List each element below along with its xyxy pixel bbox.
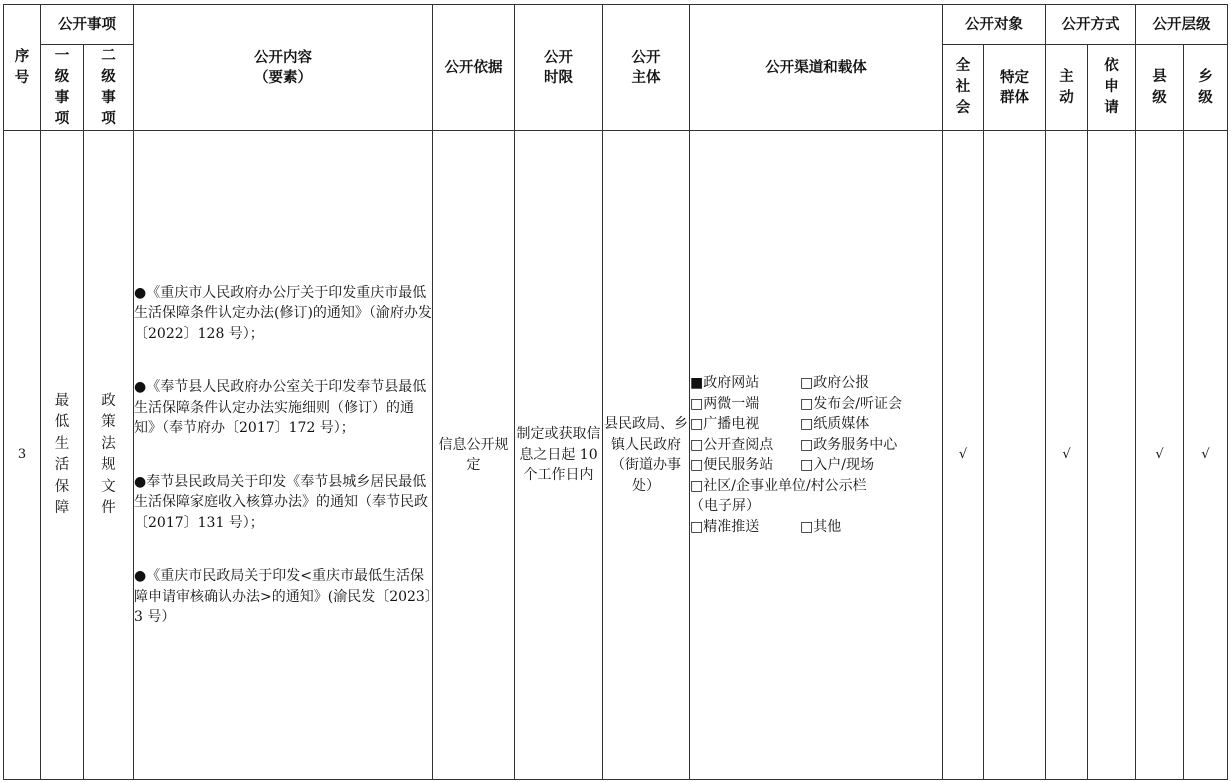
channel-gov-website: ■政府网站 (690, 375, 760, 391)
header-seq: 序号 (4, 5, 41, 131)
channel-bulletin-board: □社区/企事业单位/村公示栏 (690, 477, 867, 494)
header-content: 公开内容 （要素） (134, 5, 433, 131)
channel-other: □其他 (800, 518, 842, 535)
row-level-township: √ (1184, 131, 1228, 780)
header-method-group: 公开方式 (1046, 5, 1136, 45)
header-level1: 一级事项 (41, 45, 84, 131)
row-basis: 信息公开规定 (433, 131, 515, 780)
row-method-request (1088, 131, 1136, 780)
header-basis: 公开依据 (433, 5, 515, 131)
row-subject: 县民政局、乡镇人民政府（街道办事处） (603, 131, 690, 780)
disclosure-table (3, 4, 1228, 780)
row-level1: 最低生活保障 (41, 131, 84, 780)
content-item: ●《奉节县人民政府办公室关于印发奉节县最低生活保障条件认定办法实施细则（修订）的通知》（奉节府办〔2017〕172 号）； (134, 379, 427, 436)
header-method-request: 依申请 (1088, 45, 1136, 131)
channel-print-media: □纸质媒体 (800, 416, 870, 432)
channel-door-to-door: □入户/现场 (800, 457, 874, 473)
header-level-county: 县级 (1136, 45, 1184, 131)
row-time-limit: 制定或获取信息之日起 10 个工作日内 (515, 131, 603, 780)
header-target-specific: 特定 群体 (984, 45, 1046, 131)
row-content (134, 131, 433, 780)
content-item: ●《重庆市人民政府办公厅关于印发重庆市最低生活保障条件认定办法(修订)的通知》（渝府办发〔2022〕128 号）； (134, 284, 432, 342)
header-matters-group: 公开事项 (41, 5, 134, 45)
content-item: ●《重庆市民政局关于印发<重庆市最低生活保障申请审核确认办法>的通知》(渝民发〔2023〕3 号） (134, 568, 432, 625)
channel-precise-push: □精准推送 (690, 518, 760, 535)
channel-service-center: □政务服务中心 (800, 436, 898, 453)
channel-radio-tv: □广播电视 (690, 416, 760, 432)
header-subject: 公开 主体 (603, 5, 690, 131)
channel-service-station: □便民服务站 (690, 457, 774, 473)
table-row (4, 131, 1228, 780)
channel-reading-point: □公开查阅点 (690, 436, 774, 453)
header-level-township: 乡级 (1184, 45, 1228, 131)
row-target-specific (984, 131, 1046, 780)
header-time-limit: 公开 时限 (515, 5, 603, 131)
channel-gov-gazette: □政府公报 (800, 375, 870, 391)
header-method-active: 主动 (1046, 45, 1088, 131)
row-level-county: √ (1136, 131, 1184, 780)
channel-press-hearing: □发布会/听证会 (800, 395, 902, 412)
header-target-all: 全社会 (943, 45, 984, 131)
header-target-group: 公开对象 (943, 5, 1046, 45)
content-item: ●奉节县民政局关于印发《奉节县城乡居民最低生活保障家庭收入核算办法》的通知（奉节民政〔2017〕131 号）； (134, 473, 428, 531)
row-target-all: √ (943, 131, 984, 780)
row-seq: 3 (4, 131, 41, 780)
header-channels: 公开渠道和载体 (690, 5, 943, 131)
row-level2: 政策法规文件 (84, 131, 134, 780)
channel-electronic-screen: （电子屏） (690, 498, 760, 514)
header-level2: 二级事项 (84, 45, 134, 131)
header-level-group: 公开层级 (1136, 5, 1228, 45)
channel-wechat-weibo-app: □两微一端 (690, 395, 760, 412)
row-channels (690, 131, 943, 780)
row-method-active: √ (1046, 131, 1088, 780)
